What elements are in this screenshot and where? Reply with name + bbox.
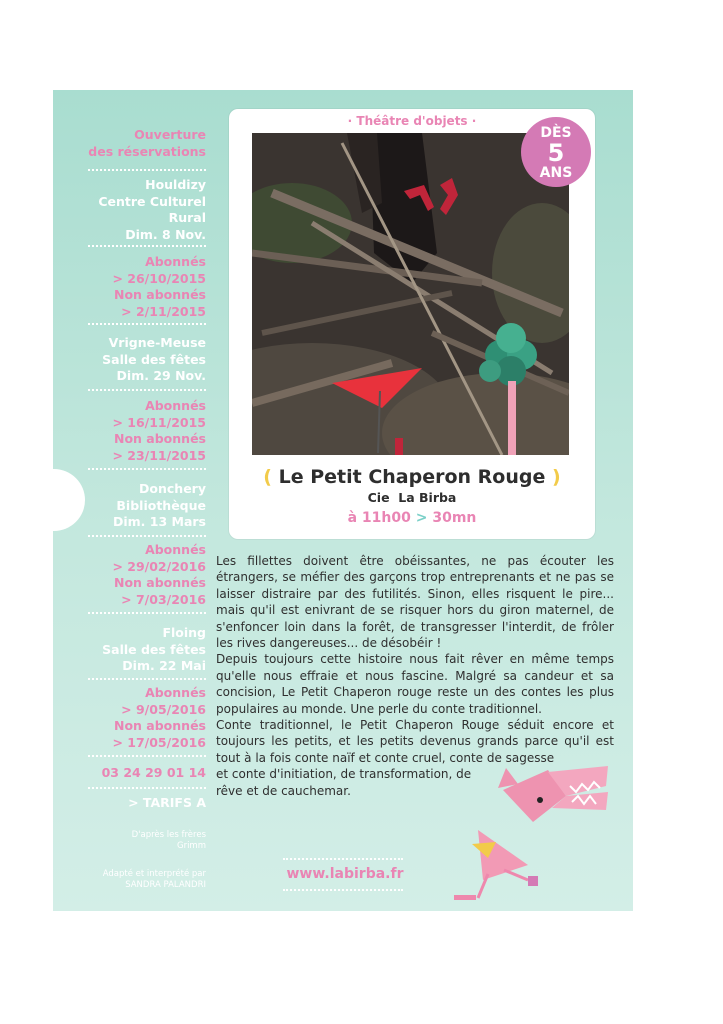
sidebar xyxy=(60,125,206,905)
show-time: à 11h00 > 30mn xyxy=(347,510,477,526)
venue-floing: Floing Salle des fêtes Dim. 22 Mai xyxy=(102,625,206,673)
company-name: Cie La Birba xyxy=(367,490,457,505)
booking-donchery: Abonnés > 29/02/2016 Non abonnés > 7/03/2016 xyxy=(112,542,206,607)
venue-donchery: Donchery Bibliothèque Dim. 13 Mars xyxy=(112,481,206,529)
show-title: ( Le Petit Chaperon Rouge ) xyxy=(263,466,561,488)
age-badge: DÈS 5 ANS xyxy=(521,117,591,187)
website-dots-bottom xyxy=(283,889,403,891)
booking-houldizy: Abonnés > 26/10/2015 Non abonnés > 2/11/2015 xyxy=(112,254,206,319)
show-description: Les fillettes doivent être obéissantes, ne pas écouter les étrangers, se méfier des garçons trop entreprenants et ne pas se laisser distraire par des futilités. Sinon, elles risquent le pire... mais qu'il est enivrant de se risquer hors du giron maternel, de s'enfoncer loin dans la forêt, de transgresser l'interdit, de frôler les rives dangereuses... de désobéir ! Depuis toujours cette histoire nous fait rêver en même temps qu'elle nous effraie et nous fascine. Malgré sa candeur et sa concision, Le Petit Chaperon rouge reste un des contes les plus populaires au monde. Une perle du conte traditionnel. Conte traditionnel, le Petit Chaperon Rouge séduit encore et toujours les petits, et les petits devenus grands parce qu'il est tout à la fois conte naïf et conte cruel, conte de sagesse et conte d'initiation, de transformation, de rêve et de cauchemar. xyxy=(216,554,614,798)
booking-floing: Abonnés > 9/05/2016 Non abonnés > 17/05/2016 xyxy=(112,685,206,750)
phone-number: 03 24 29 01 14 xyxy=(101,765,206,780)
website-link[interactable]: www.labirba.fr xyxy=(286,866,404,882)
reservations-heading: Ouverture des réservations xyxy=(88,127,206,159)
tarifs-label: > TARIFS A xyxy=(128,795,206,810)
category-label: · Théâtre d'objets · xyxy=(347,114,477,128)
credit-grimm: D'après les frères Grimm xyxy=(131,830,206,851)
show-photo xyxy=(252,133,569,455)
wolf-illustration xyxy=(448,760,618,905)
venue-vrigne-meuse: Vrigne-Meuse Salle des fêtes Dim. 29 Nov. xyxy=(102,335,206,383)
booking-vrigne-meuse: Abonnés > 16/11/2015 Non abonnés > 23/11/2015 xyxy=(112,398,206,463)
venue-houldizy: Houldizy Centre Culturel Rural Dim. 8 Nov. xyxy=(98,177,206,242)
website-dots-top xyxy=(283,858,403,860)
credit-performer: Adapté et interprété par SANDRA PALANDRI xyxy=(102,869,206,890)
